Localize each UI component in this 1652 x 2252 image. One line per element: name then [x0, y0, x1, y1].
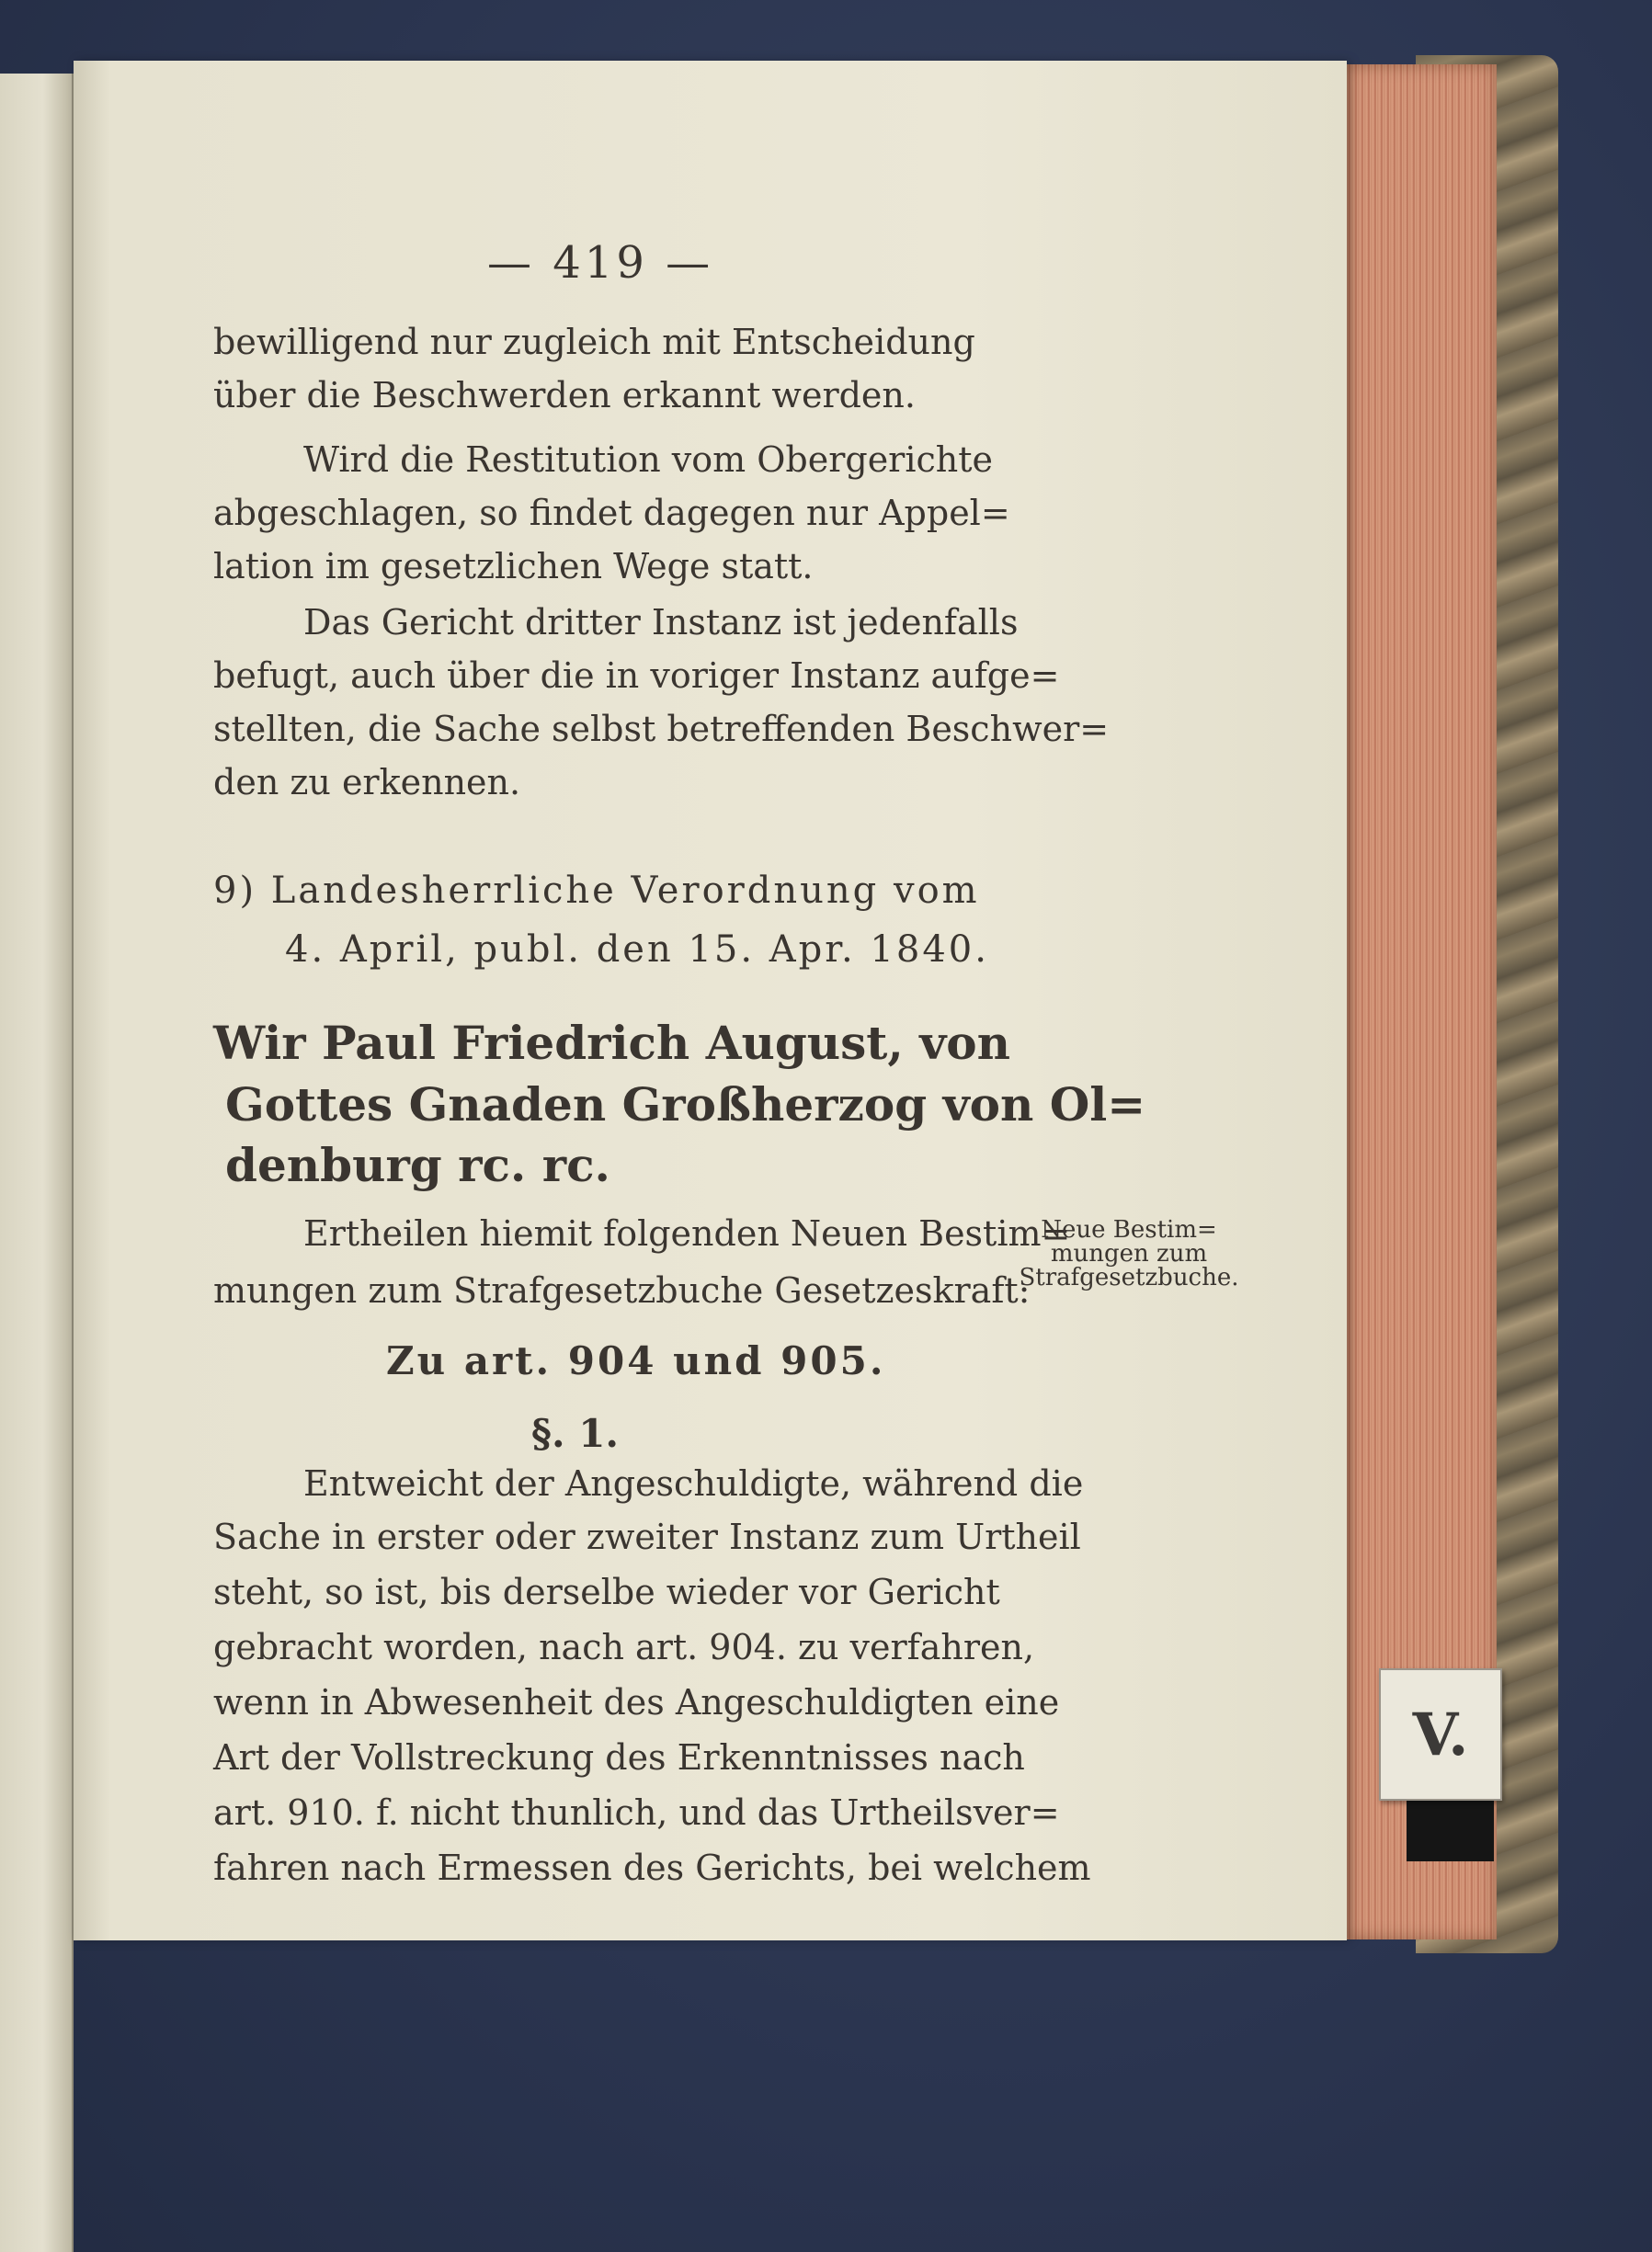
text-line: befugt, auch über die in voriger Instanz aufge=	[213, 655, 1060, 696]
page-edges	[1342, 64, 1497, 1939]
intro-line: denburg rc. rc.	[225, 1138, 610, 1192]
enact-line: Ertheilen hiemit folgenden Neuen Bestim=	[303, 1213, 1071, 1254]
enact-line: mungen zum Strafgesetzbuche Gesetzeskraft:	[213, 1270, 1031, 1311]
article-heading: Zu art. 904 und 905.	[386, 1338, 886, 1383]
section-line: Sache in erster oder zweiter Instanz zum Urtheil	[213, 1517, 1081, 1557]
text-line: stellten, die Sache selbst betreffenden Beschwer=	[213, 709, 1110, 749]
left-page-edge	[0, 74, 74, 2252]
intro-line: Gottes Gnaden Großherzog von Ol=	[225, 1077, 1146, 1132]
index-tab[interactable]	[1379, 1668, 1502, 1801]
section-line: art. 910. f. nicht thunlich, und das Urtheilsver=	[213, 1792, 1060, 1833]
paragraph-mark: §. 1.	[531, 1411, 620, 1456]
margin-note-line: mungen zum	[1050, 1240, 1208, 1268]
text-line: Wird die Restitution vom Obergerichte	[303, 439, 994, 480]
page-number: — 419 —	[487, 237, 714, 289]
text-line: abgeschlagen, so findet dagegen nur Appel=	[213, 493, 1010, 533]
margin-note-line: Neue Bestim=	[1041, 1216, 1217, 1244]
text-line: bewilligend nur zugleich mit Entscheidung	[213, 322, 975, 362]
ordinance-heading: 9) Landesherrliche Verordnung vom	[213, 870, 980, 912]
section-line: wenn in Abwesenheit des Angeschuldigten eine	[213, 1682, 1060, 1723]
section-line: steht, so ist, bis derselbe wieder vor Gericht	[213, 1572, 1000, 1612]
section-line: gebracht worden, nach art. 904. zu verfahren,	[213, 1627, 1035, 1667]
margin-note-line: Strafgesetzbuche.	[1019, 1264, 1239, 1291]
index-tab-letter: V.	[1412, 1700, 1469, 1769]
text-line: über die Beschwerden erkannt werden.	[213, 375, 916, 415]
text-line: Das Gericht dritter Instanz ist jedenfalls	[303, 602, 1019, 643]
text-line: lation im gesetzlichen Wege statt.	[213, 546, 814, 586]
margin-note	[1019, 1218, 1239, 1290]
section-line: Entweicht der Angeschuldigte, während die	[303, 1463, 1084, 1504]
text-line: den zu erkennen.	[213, 762, 521, 802]
intro-line: Wir Paul Friedrich August, von	[213, 1016, 1010, 1070]
section-line: fahren nach Ermessen des Gerichts, bei welchem	[213, 1848, 1091, 1888]
tab-shadow	[1407, 1797, 1494, 1861]
ordinance-date: 4. April, publ. den 15. Apr. 1840.	[285, 928, 989, 971]
section-line: Art der Vollstreckung des Erkenntnisses nach	[213, 1737, 1025, 1778]
